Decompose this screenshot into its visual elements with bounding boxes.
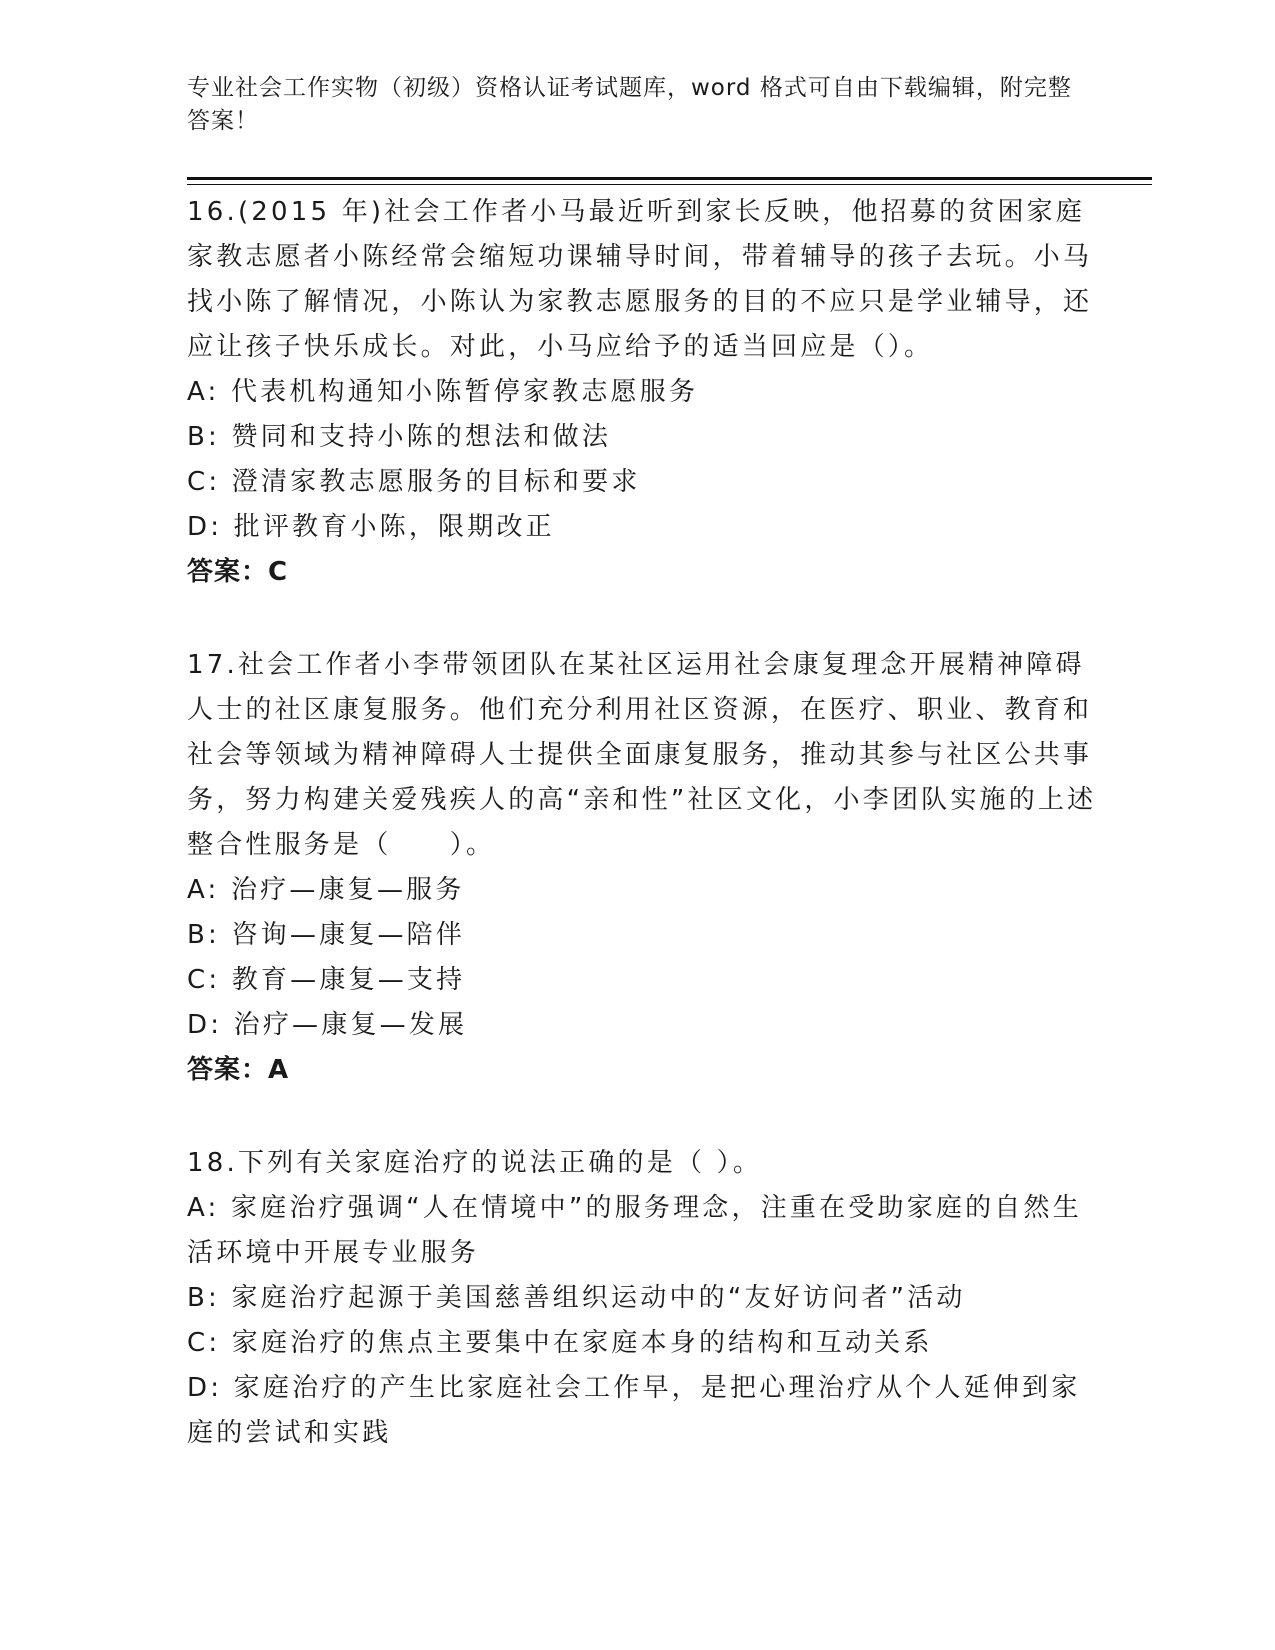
header-rule-thick xyxy=(187,177,1152,180)
option-b: B: 赞同和支持小陈的想法和做法 xyxy=(187,422,612,452)
document-header: 专业社会工作实物（初级）资格认证考试题库，word 格式可自由下载编辑，附完整答案！ xyxy=(187,75,1072,134)
option-d: D: 家庭治疗的产生比家庭社会工作早，是把心理治疗从个人延伸到家庭的尝试和实践 xyxy=(187,1373,1081,1448)
option-c: C: 家庭治疗的焦点主要集中在家庭本身的结构和互动关系 xyxy=(187,1328,933,1358)
answer-line: 答案：C xyxy=(187,557,289,587)
question-18 xyxy=(187,1141,1107,1456)
header-rule-thin xyxy=(187,184,1152,185)
answer-line: 答案：A xyxy=(187,1055,290,1085)
option-d: D: 批评教育小陈，限期改正 xyxy=(187,512,555,542)
option-c: C: 教育—康复—支持 xyxy=(187,965,466,995)
option-b: B: 家庭治疗起源于美国慈善组织运动中的“友好访问者”活动 xyxy=(187,1283,966,1313)
option-a: A: 代表机构通知小陈暂停家教志愿服务 xyxy=(187,377,699,407)
option-c: C: 澄清家教志愿服务的目标和要求 xyxy=(187,467,641,497)
option-d: D: 治疗—康复—发展 xyxy=(187,1010,468,1040)
question-17 xyxy=(187,643,1107,1093)
option-a: A: 家庭治疗强调“人在情境中”的服务理念，注重在受助家庭的自然生活环境中开展专业服务 xyxy=(187,1193,1082,1268)
option-a: A: 治疗—康复—服务 xyxy=(187,875,465,905)
question-stem: 16.(2015 年)社会工作者小马最近听到家长反映，他招募的贫困家庭家教志愿者小陈经常会缩短功课辅导时间，带着辅导的孩子去玩。小马找小陈了解情况，小陈认为家教志愿服务的目的不应只是学业辅导，还应让孩子快乐成长。对此，小马应给予的适当回应是（）。 xyxy=(187,197,1093,362)
option-b: B: 咨询—康复—陪伴 xyxy=(187,920,466,950)
question-list xyxy=(187,190,1107,1504)
question-16 xyxy=(187,190,1107,595)
question-stem: 17.社会工作者小李带领团队在某社区运用社会康复理念开展精神障碍人士的社区康复服务。他们充分利用社区资源，在医疗、职业、教育和社会等领域为精神障碍人士提供全面康复服务，推动其参与社区公共事务，努力构建关爱残疾人的高“亲和性”社区文化，小李团队实施的上述整合性服务是（ ）。 xyxy=(187,650,1097,860)
question-stem: 18.下列有关家庭治疗的说法正确的是（ ）。 xyxy=(187,1148,763,1178)
